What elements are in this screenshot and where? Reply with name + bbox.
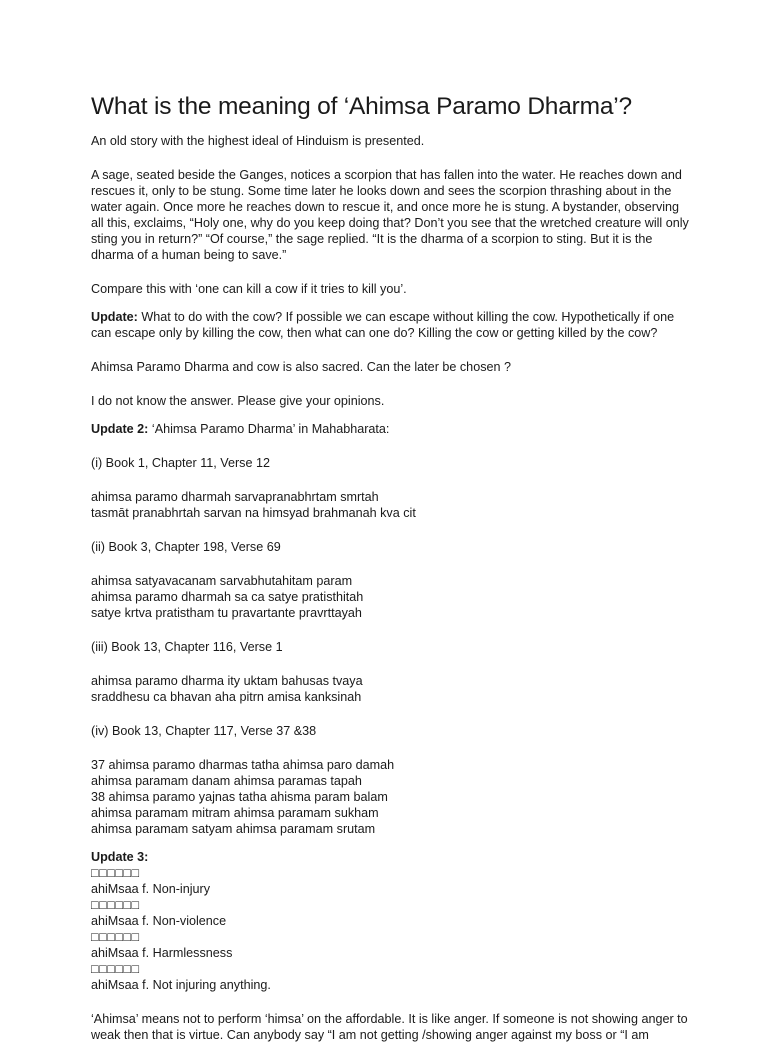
update-2-text: ‘Ahimsa Paramo Dharma’ in Mahabharata: (148, 422, 390, 436)
update-3-block (91, 849, 691, 993)
dictionary-entry: ahiMsaa f. Not injuring anything. (91, 978, 271, 992)
update-1-label: Update: (91, 310, 138, 324)
missing-glyphs: □□□□□□ (91, 866, 140, 880)
ref-2-heading: (ii) Book 3, Chapter 198, Verse 69 (91, 540, 281, 554)
opinions-paragraph: I do not know the answer. Please give your opinions. (91, 394, 385, 408)
dictionary-entry: ahiMsaa f. Non-violence (91, 914, 227, 928)
missing-glyphs: □□□□□□ (91, 898, 140, 912)
update-3-line-3 (91, 929, 691, 961)
update-3-label: Update 3: (91, 850, 149, 864)
page-title: What is the meaning of ‘Ahimsa Paramo Dharma’? (91, 93, 632, 120)
verse-line: ahimsa satyavacanam sarvabhutahitam param (91, 574, 353, 588)
dictionary-entry: ahiMsaa f. Non-injury (91, 882, 210, 896)
sacred-paragraph: Ahimsa Paramo Dharma and cow is also sacred. Can the later be chosen ? (91, 360, 512, 374)
ref-1-heading: (i) Book 1, Chapter 11, Verse 12 (91, 456, 270, 470)
ref-3-verse (91, 673, 691, 705)
ref-2-verse (91, 573, 691, 621)
update-3-line-1 (91, 849, 691, 897)
verse-line: satye krtva pratistham tu pravartante pravrttayah (91, 606, 362, 620)
intro-paragraph: An old story with the highest ideal of Hinduism is presented. (91, 134, 425, 148)
story-paragraph: A sage, seated beside the Ganges, notices a scorpion that has fallen into the water. He reaches down and rescues it, only to be stung. Some time later he looks down and sees the scorpion thrashing about in the water again. Once more he reaches down to rescue it, and once more he is stung. A bystander, observing all this, exclaims, “Holy one, why do you keep doing that? Don’t you see that the wretched creature will only sting you in return?” “Of course,” the sage replied. “It is the dharma of a scorpion to sting. But it is the dharma of a human being to save.” (91, 168, 689, 262)
verse-line: ahimsa paramo dharmah sa ca satye pratisthitah (91, 590, 364, 604)
missing-glyphs: □□□□□□ (91, 962, 140, 976)
dictionary-entry: ahiMsaa f. Harmlessness (91, 946, 233, 960)
verse-line: ahimsa paramam mitram ahimsa paramam sukham (91, 806, 379, 820)
update-2-label: Update 2: (91, 422, 149, 436)
verse-line: ahimsa paramo dharma ity uktam bahusas tvaya (91, 674, 363, 688)
update-3-line-4 (91, 961, 691, 993)
verse-line: 37 ahimsa paramo dharmas tatha ahimsa paro damah (91, 758, 395, 772)
update-1-text: What to do with the cow? If possible we can escape without killing the cow. Hypothetically if one can escape only by killing the cow, then what can one do? Killing the cow or getting killed by the cow? (91, 310, 675, 340)
verse-line: sraddhesu ca bhavan aha pitrn amisa kanksinah (91, 690, 362, 704)
ref-4-verse (91, 757, 691, 837)
ref-1-verse (91, 489, 691, 521)
compare-paragraph: Compare this with ‘one can kill a cow if it tries to kill you’. (91, 282, 407, 296)
verse-line: ahimsa paramam satyam ahimsa paramam srutam (91, 822, 376, 836)
update-1-paragraph (91, 309, 691, 341)
verse-line: ahimsa paramam danam ahimsa paramas tapah (91, 774, 362, 788)
verse-line: tasmāt pranabhrtah sarvan na himsyad brahmanah kva cit (91, 506, 416, 520)
update-3-line-2 (91, 897, 691, 929)
missing-glyphs: □□□□□□ (91, 930, 140, 944)
ref-3-heading: (iii) Book 13, Chapter 116, Verse 1 (91, 640, 283, 654)
verse-line: ahimsa paramo dharmah sarvapranabhrtam smrtah (91, 490, 379, 504)
verse-line: 38 ahimsa paramo yajnas tatha ahisma param balam (91, 790, 388, 804)
closing-paragraph: ‘Ahimsa’ means not to perform ‘himsa’ on the affordable. It is like anger. If someone is not showing anger to weak then that is virtue. Can anybody say “I am not getting /showing anger against my boss or “I am (91, 1012, 688, 1042)
ref-4-heading: (iv) Book 13, Chapter 117, Verse 37 &38 (91, 724, 317, 738)
update-2-paragraph (91, 421, 691, 437)
document-body (91, 92, 691, 1043)
